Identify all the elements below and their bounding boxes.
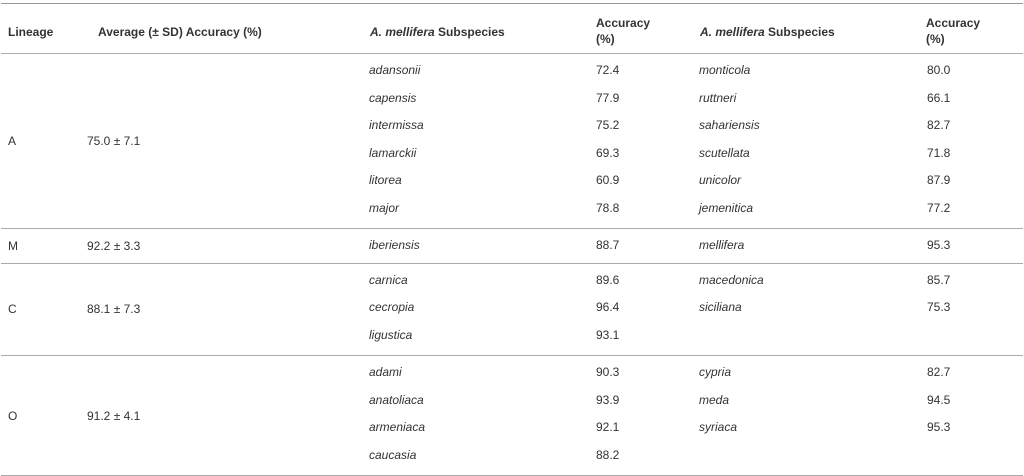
subspecies-cell: armeniaca: [369, 420, 426, 434]
subspecies-cell: lamarckii: [369, 145, 417, 160]
lineage-group: [1, 53, 1023, 228]
accuracy-cell: 96.4: [596, 300, 620, 314]
lineage-cell: M: [8, 238, 18, 253]
header-accuracy-1-line1: Accuracy: [596, 16, 651, 30]
accuracy-cell: 93.1: [596, 327, 620, 342]
subspecies-cell: major: [369, 200, 400, 215]
header-average-accuracy: Average (± SD) Accuracy (%): [98, 25, 262, 39]
subspecies-cell: carnica: [369, 272, 408, 287]
subspecies-cell: iberiensis: [369, 238, 420, 252]
header-subspecies-2-suffix: Subspecies: [764, 25, 835, 39]
subspecies-cell: jemenitica: [699, 200, 754, 215]
subspecies-cell: ruttneri: [699, 90, 737, 105]
accuracy-cell: 77.2: [927, 200, 951, 215]
accuracy-cell: 88.2: [596, 447, 620, 462]
lineage-cell: O: [8, 408, 18, 423]
average-accuracy-cell: 92.2 ± 3.3: [87, 238, 141, 253]
accuracy-cell: 69.3: [596, 145, 620, 160]
accuracy-cell: 93.9: [596, 392, 620, 407]
accuracy-cell: 95.3: [927, 238, 951, 252]
accuracy-cell: 78.8: [596, 200, 620, 215]
header-accuracy-1: [596, 15, 650, 47]
subspecies-cell: meda: [699, 392, 730, 407]
subspecies-cell: ligustica: [369, 327, 413, 342]
subspecies-cell: adami: [369, 365, 402, 379]
subspecies-cell: caucasia: [369, 447, 417, 462]
header-subspecies-1: [370, 24, 505, 40]
subspecies-cell: monticola: [699, 63, 751, 77]
lineage-group: [1, 228, 1023, 263]
accuracy-cell: 72.4: [596, 63, 620, 77]
header-accuracy-2: [926, 15, 980, 47]
subspecies-cell: intermissa: [369, 118, 424, 132]
lineage-cell: C: [8, 302, 17, 317]
accuracy-cell: 82.7: [927, 118, 951, 132]
accuracy-cell: 66.1: [927, 90, 951, 105]
subspecies-cell: anatoliaca: [369, 392, 424, 407]
accuracy-cell: 77.9: [596, 90, 620, 105]
subspecies-cell: cypria: [699, 365, 732, 379]
average-accuracy-cell: 91.2 ± 4.1: [87, 408, 141, 423]
accuracy-cell: 75.2: [596, 118, 620, 132]
subspecies-cell: scutellata: [699, 145, 750, 160]
header-accuracy-1-line2: (%): [596, 32, 615, 46]
subspecies-cell: syriaca: [699, 420, 738, 434]
lineage-cell: A: [8, 134, 17, 148]
accuracy-cell: 89.6: [596, 272, 620, 287]
accuracy-cell: 80.0: [927, 63, 951, 77]
subspecies-cell: siciliana: [699, 300, 742, 314]
header-lineage: Lineage: [8, 25, 54, 39]
table-header: [1, 4, 1023, 53]
header-accuracy-2-line1: Accuracy: [926, 16, 981, 30]
subspecies-cell: unicolor: [699, 173, 742, 187]
average-accuracy-cell: 75.0 ± 7.1: [87, 134, 141, 148]
header-subspecies-2-italic: A. mellifera: [700, 25, 765, 39]
subspecies-cell: adansonii: [369, 63, 421, 77]
accuracy-cell: 60.9: [596, 173, 620, 187]
header-accuracy-2-line2: (%): [926, 32, 945, 46]
header-subspecies-1-italic: A. mellifera: [370, 25, 435, 39]
accuracy-cell: 85.7: [927, 272, 951, 287]
accuracy-cell: 94.5: [927, 392, 951, 407]
header-subspecies-2: [700, 24, 835, 40]
accuracy-cell: 87.9: [927, 173, 951, 187]
header-subspecies-1-suffix: Subspecies: [434, 25, 505, 39]
accuracy-cell: 71.8: [927, 145, 951, 160]
subspecies-cell: sahariensis: [699, 118, 760, 132]
accuracy-cell: 75.3: [927, 300, 951, 314]
lineage-group: [1, 355, 1023, 476]
average-accuracy-cell: 88.1 ± 7.3: [87, 302, 141, 317]
subspecies-cell: litorea: [369, 173, 402, 187]
subspecies-cell: mellifera: [699, 238, 745, 252]
accuracy-cell: 90.3: [596, 365, 620, 379]
subspecies-cell: cecropia: [369, 300, 415, 314]
lineage-group: [1, 263, 1023, 356]
accuracy-cell: 95.3: [927, 420, 951, 434]
accuracy-cell: 82.7: [927, 365, 951, 379]
subspecies-cell: capensis: [369, 90, 417, 105]
accuracy-cell: 88.7: [596, 238, 620, 252]
subspecies-cell: macedonica: [699, 272, 764, 287]
accuracy-cell: 92.1: [596, 420, 620, 434]
